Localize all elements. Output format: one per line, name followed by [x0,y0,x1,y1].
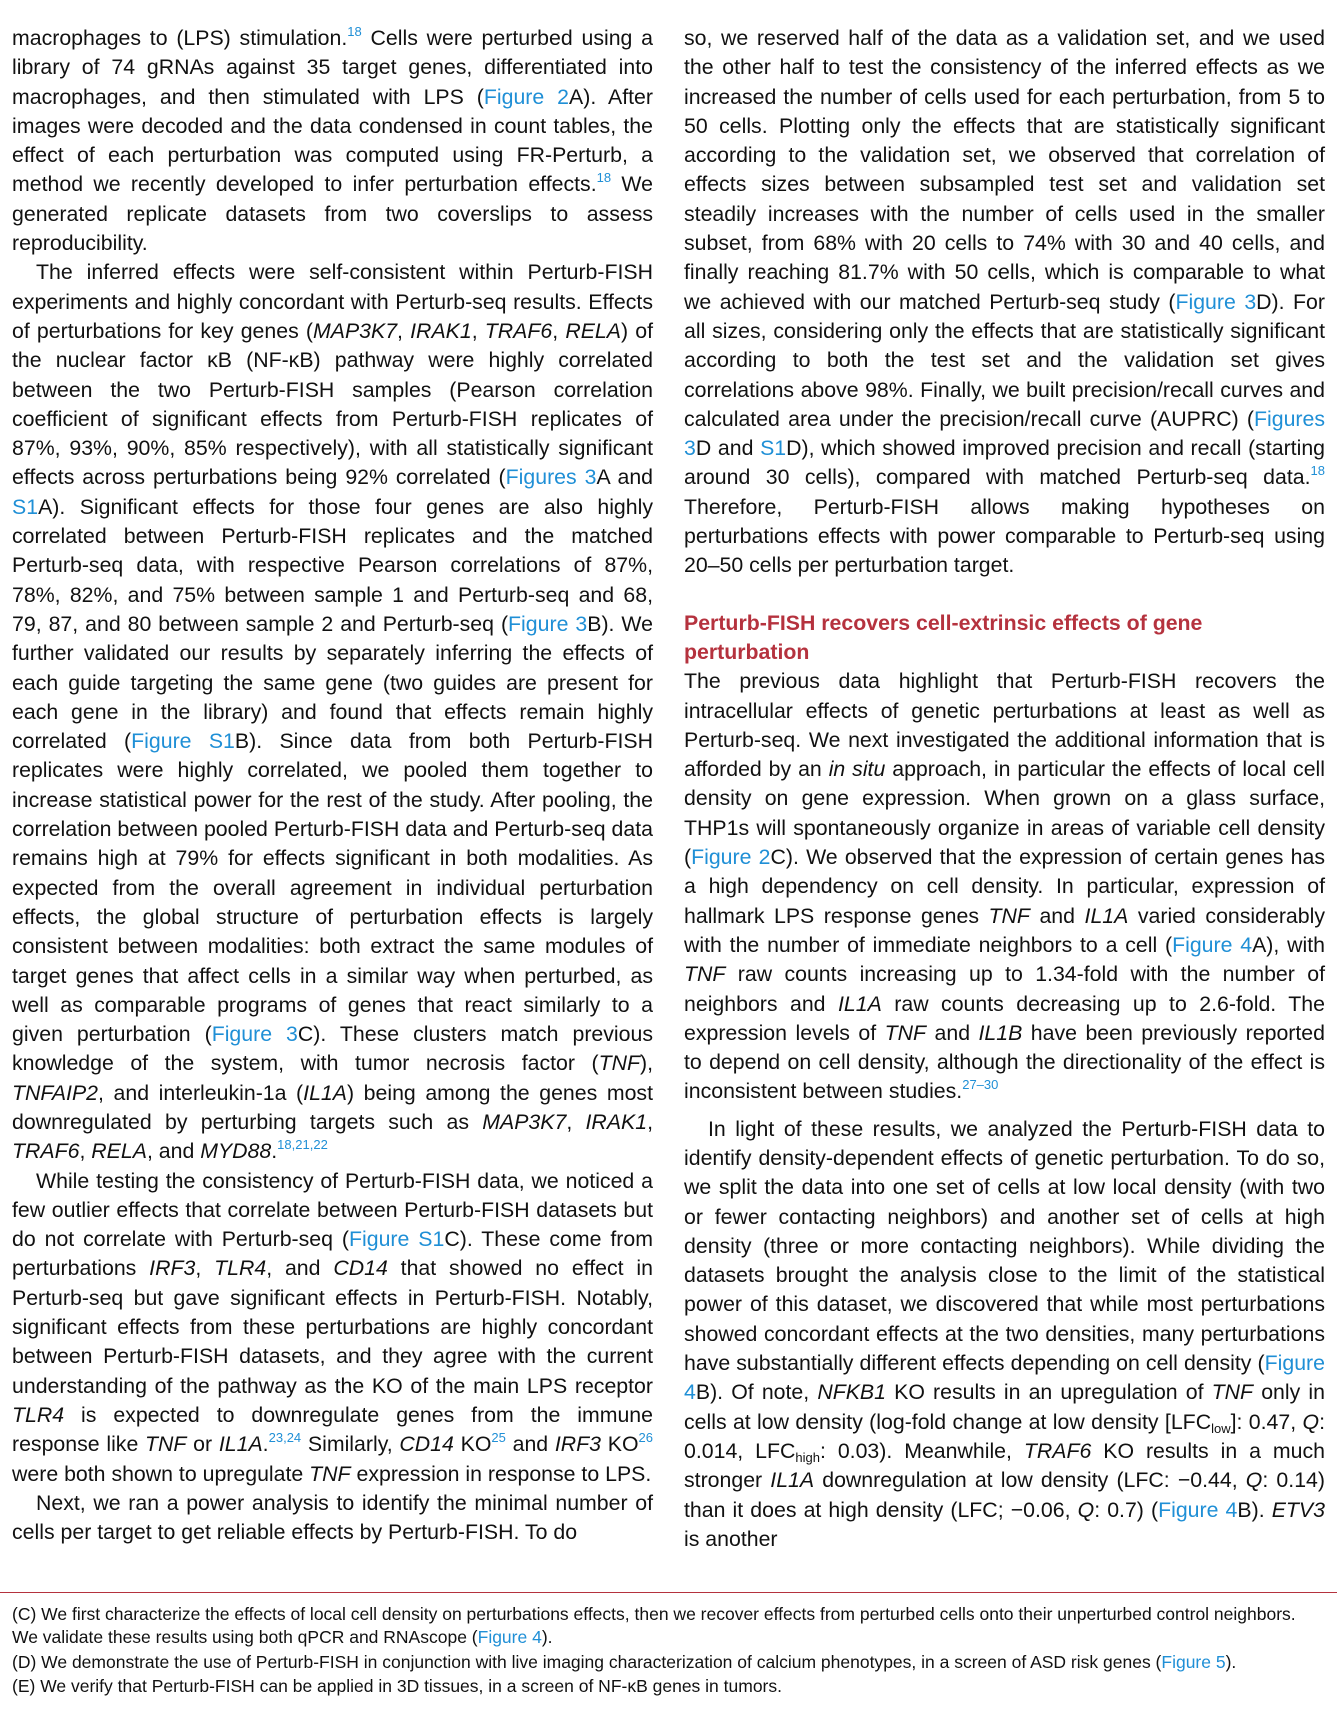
section-heading: Perturb-FISH recovers cell-extrinsic effects of gene perturbation [684,610,1203,664]
figure-link[interactable]: Figure 5 [1161,1652,1226,1672]
citation[interactable]: 18 [277,1137,292,1153]
citation[interactable]: 24 [286,1430,302,1446]
left-column [12,24,653,1547]
figure-link[interactable]: Figure 3 [508,611,588,636]
figure-link[interactable]: Figure 4 [1158,1497,1238,1522]
figure-link[interactable]: Figure 3 [1175,289,1257,314]
paragraph: In light of these results, we analyzed the Perturb-FISH data to identify density-dependent effects of genetic perturbation. To do so, we split the data into one set of cells at low local density (with two or fewer contacting neighbors) and another set of cells at high density (three or more contacting neighbors). While dividing the datasets brought the analysis close to the limit of the statistical power of this dataset, we discovered that while most perturbations showed concordant effects at the two densities, many perturbations have substantially different effects depending on cell density (Figure 4B). Of note, NFKB1 KO results in an upregulation of TNF only in cells at low density (log-fold change at low density $[LFC_{low}]$: 0.47, Q: 0.014, $LFC_{high}$: 0.03). Meanwhile, TRAF6 KO results in a much stronger IL1A downregulation at low density (LFC: −0.44, Q: 0.14) than it does at high density (LFC; −0.06, Q: 0.7) (Figure 4B). ETV3 is another [684,1116,1325,1551]
paragraph: While testing the consistency of Perturb-FISH data, we noticed a few outlier effects that correlate between Perturb-FISH datasets but do not correlate with Perturb-seq (Figure S1C). These come from perturbations IRF3, TLR4, and CD14 that showed no effect in Perturb-seq but gave significant effects in Perturb-FISH. Notably, significant effects from these perturbations are highly concordant between Perturb-FISH datasets, and they agree with the current understanding of the pathway as the KO of the main LPS receptor TLR4 is expected to downregulate genes from the immune response like TNF or IL1A.$^{23,24}$ Similarly, CD14 KO$^{25}$ and IRF3 KO$^{26}$ were both shown to upregulate TNF expression in response to LPS. [12,1168,654,1486]
citation[interactable]: 26 [638,1430,654,1446]
figure-link[interactable]: Figure 4 [1172,932,1253,957]
paragraph: so, we reserved half of the data as a validation set, and we used the other half to test the consistency of the inferred effects as we increased the number of cells used for each perturbation, from 5 to 50 cells. Plotting only the effects that are statistically significant according to the validation set, we observed that correlation of effects sizes between subsampled test set and validation set steadily increases with the number of cells used in the smaller subset, from 68% with 20 cells to 74% with 30 and 40 cells, and finally reaching 81.7% with 50 cells, which is comparable to what we achieved with our matched Perturb-seq study (Figure 3D). For all sizes, considering only the effects that are statistically significant according to both the test set and the validation set gives correlations above 98%. Finally, we built precision/recall curves and calculated area under the precision/recall curve (AUPRC) (Figures 3D and S1D), which showed improved precision and recall (starting around 30 cells), compared with matched Perturb-seq data.$^{18}$ Therefore, Perturb-FISH allows making hypotheses on perturbations effects with power comparable to Perturb-seq using 20–50 cells per perturbation target. [684,26,1326,578]
figure-link[interactable]: Figure 2 [691,845,771,870]
citation[interactable]: 21 [295,1137,310,1153]
figure-link[interactable]: Figure 4 [477,1626,542,1647]
citation-separator: , [309,1137,314,1153]
figure-link[interactable]: Figure 3 [211,1022,298,1047]
citation-separator: , [283,1430,287,1446]
citation[interactable]: 25 [491,1430,506,1446]
paragraph: The inferred effects were self-consistent within Perturb-FISH experiments and highly concordant with Perturb-seq results. Effects of perturbations for key genes (MAP3K7, IRAK1, TRAF6, RELA) of the nuclear factor κB (NF-κB) pathway were highly correlated between the two Perturb-FISH samples (Pearson correlation coefficient of significant effects from Perturb-FISH replicates of 87%, 93%, 90%, 85% respectively), with all statistically significant effects across perturbations being 92% correlated (Figures 3A and S1A). Significant effects for those four genes are also highly correlated between Perturb-FISH replicates and the matched Perturb-seq data, with respective Pearson correlations of 87%, 78%, 82%, and 75% between sample 1 and Perturb-seq and 68, 79, 87, and 80 between sample 2 and Perturb-seq (Figure 3B). We further validated our results by separately inferring the effects of each guide targeting the same gene (two guides are present for each gene in the library) and found that effects remain highly correlated (Figure S1B). Since data from both Perturb-FISH replicates were highly correlated, we pooled them together to increase statistical power for the rest of the study. After pooling, the correlation between pooled Perturb-FISH data and Perturb-seq data remains high at 79% for effects significant in both modalities. As expected from the overall agreement in individual perturbation effects, the global structure of perturbation effects is largely consistent between modalities: both extract the same modules of target genes that affect cells in a similar way when perturbed, as well as comparable programs of genes that react similarly to a given perturbation (Figure 3C). These clusters match previous knowledge of the system, with tumor necrosis factor (TNF), TNFAIP2, and interleukin-1a (IL1A) being among the genes most downregulated by perturbing targets such as MAP3K7, IRAK1, TRAF6, RELA, and MYD88.$^{18,21,22}$ [12,260,654,1164]
figure-link[interactable]: S1 [760,436,787,461]
paragraph: Next, we ran a power analysis to identify the minimal number of cells per target to get reliable effects by Perturb-FISH. To do [12,1490,653,1545]
footnote-d: (D) We demonstrate the use of Perturb-FISH in conjunction with live imaging characterization of calcium phenotypes, in a screen of ASD risk genes (Figure 5). [12,1652,1237,1672]
citation[interactable]: 18 [347,24,362,39]
figure-link[interactable]: Figure 2 [483,84,570,109]
figure-legend-footnotes [0,1592,1337,1725]
figure-link[interactable]: Figure S1 [131,729,235,754]
figure-link[interactable]: S1 [12,494,39,519]
footnote-c: (C) We first characterize the effects of local cell density on perturbations effects, then we recover effects from perturbed cells onto their unperturbed control neighbors. We validate these results using both qPCR and RNAscope (Figure 4). [12,1604,1296,1647]
figure-link[interactable]: Figure 4 [684,1351,1325,1405]
citation[interactable]: 18 [596,170,612,186]
citation-separator: , [291,1137,296,1153]
paragraph: macrophages to (LPS) stimulation.$^{18}$ Cells were perturbed using a library of 74 gRNAs against 35 target genes, differentiated into macrophages, and then stimulated with LPS (Figure 2A). After images were decoded and the data condensed in count tables, the effect of each perturbation was computed using FR-Perturb, a method we recently developed to infer perturbation effects.$^{18}$ We generated replicate datasets from two coverslips to assess reproducibility. [12,24,653,256]
figure-link[interactable]: Figure S1 [349,1227,445,1252]
citation[interactable]: 23 [268,1430,284,1446]
citation[interactable]: 22 [313,1137,328,1153]
figure-link[interactable]: Figures 3 [505,465,597,490]
citation[interactable]: 18 [1310,463,1325,479]
citation[interactable]: 27–30 [962,1077,999,1093]
paragraph: The previous data highlight that Perturb-FISH recovers the intracellular effects of genetic perturbations at least as well as Perturb-seq. We next investigated the additional information that is afforded by an in situ approach, in particular the effects of local cell density on gene expression. When grown on a glass surface, THP1s will spontaneously organize in areas of variable cell density (Figure 2C). We observed that the expression of certain genes has a high dependency on cell density. In particular, expression of hallmark LPS response genes TNF and IL1A varied considerably with the number of immediate neighbors to a cell (Figure 4A), with TNF raw counts increasing up to 1.34-fold with the number of neighbors and IL1A raw counts decreasing up to 2.6-fold. The expression levels of TNF and IL1B have been previously reported to depend on cell density, although the directionality of the effect is inconsistent between studies.$^{27-30}$ [684,669,1325,1104]
right-column [684,24,1325,1554]
footnote-e: (E) We verify that Perturb-FISH can be applied in 3D tissues, in a screen of NF-κB genes in tumors. [12,1676,782,1696]
figure-link[interactable]: Figures 3 [684,406,1325,461]
